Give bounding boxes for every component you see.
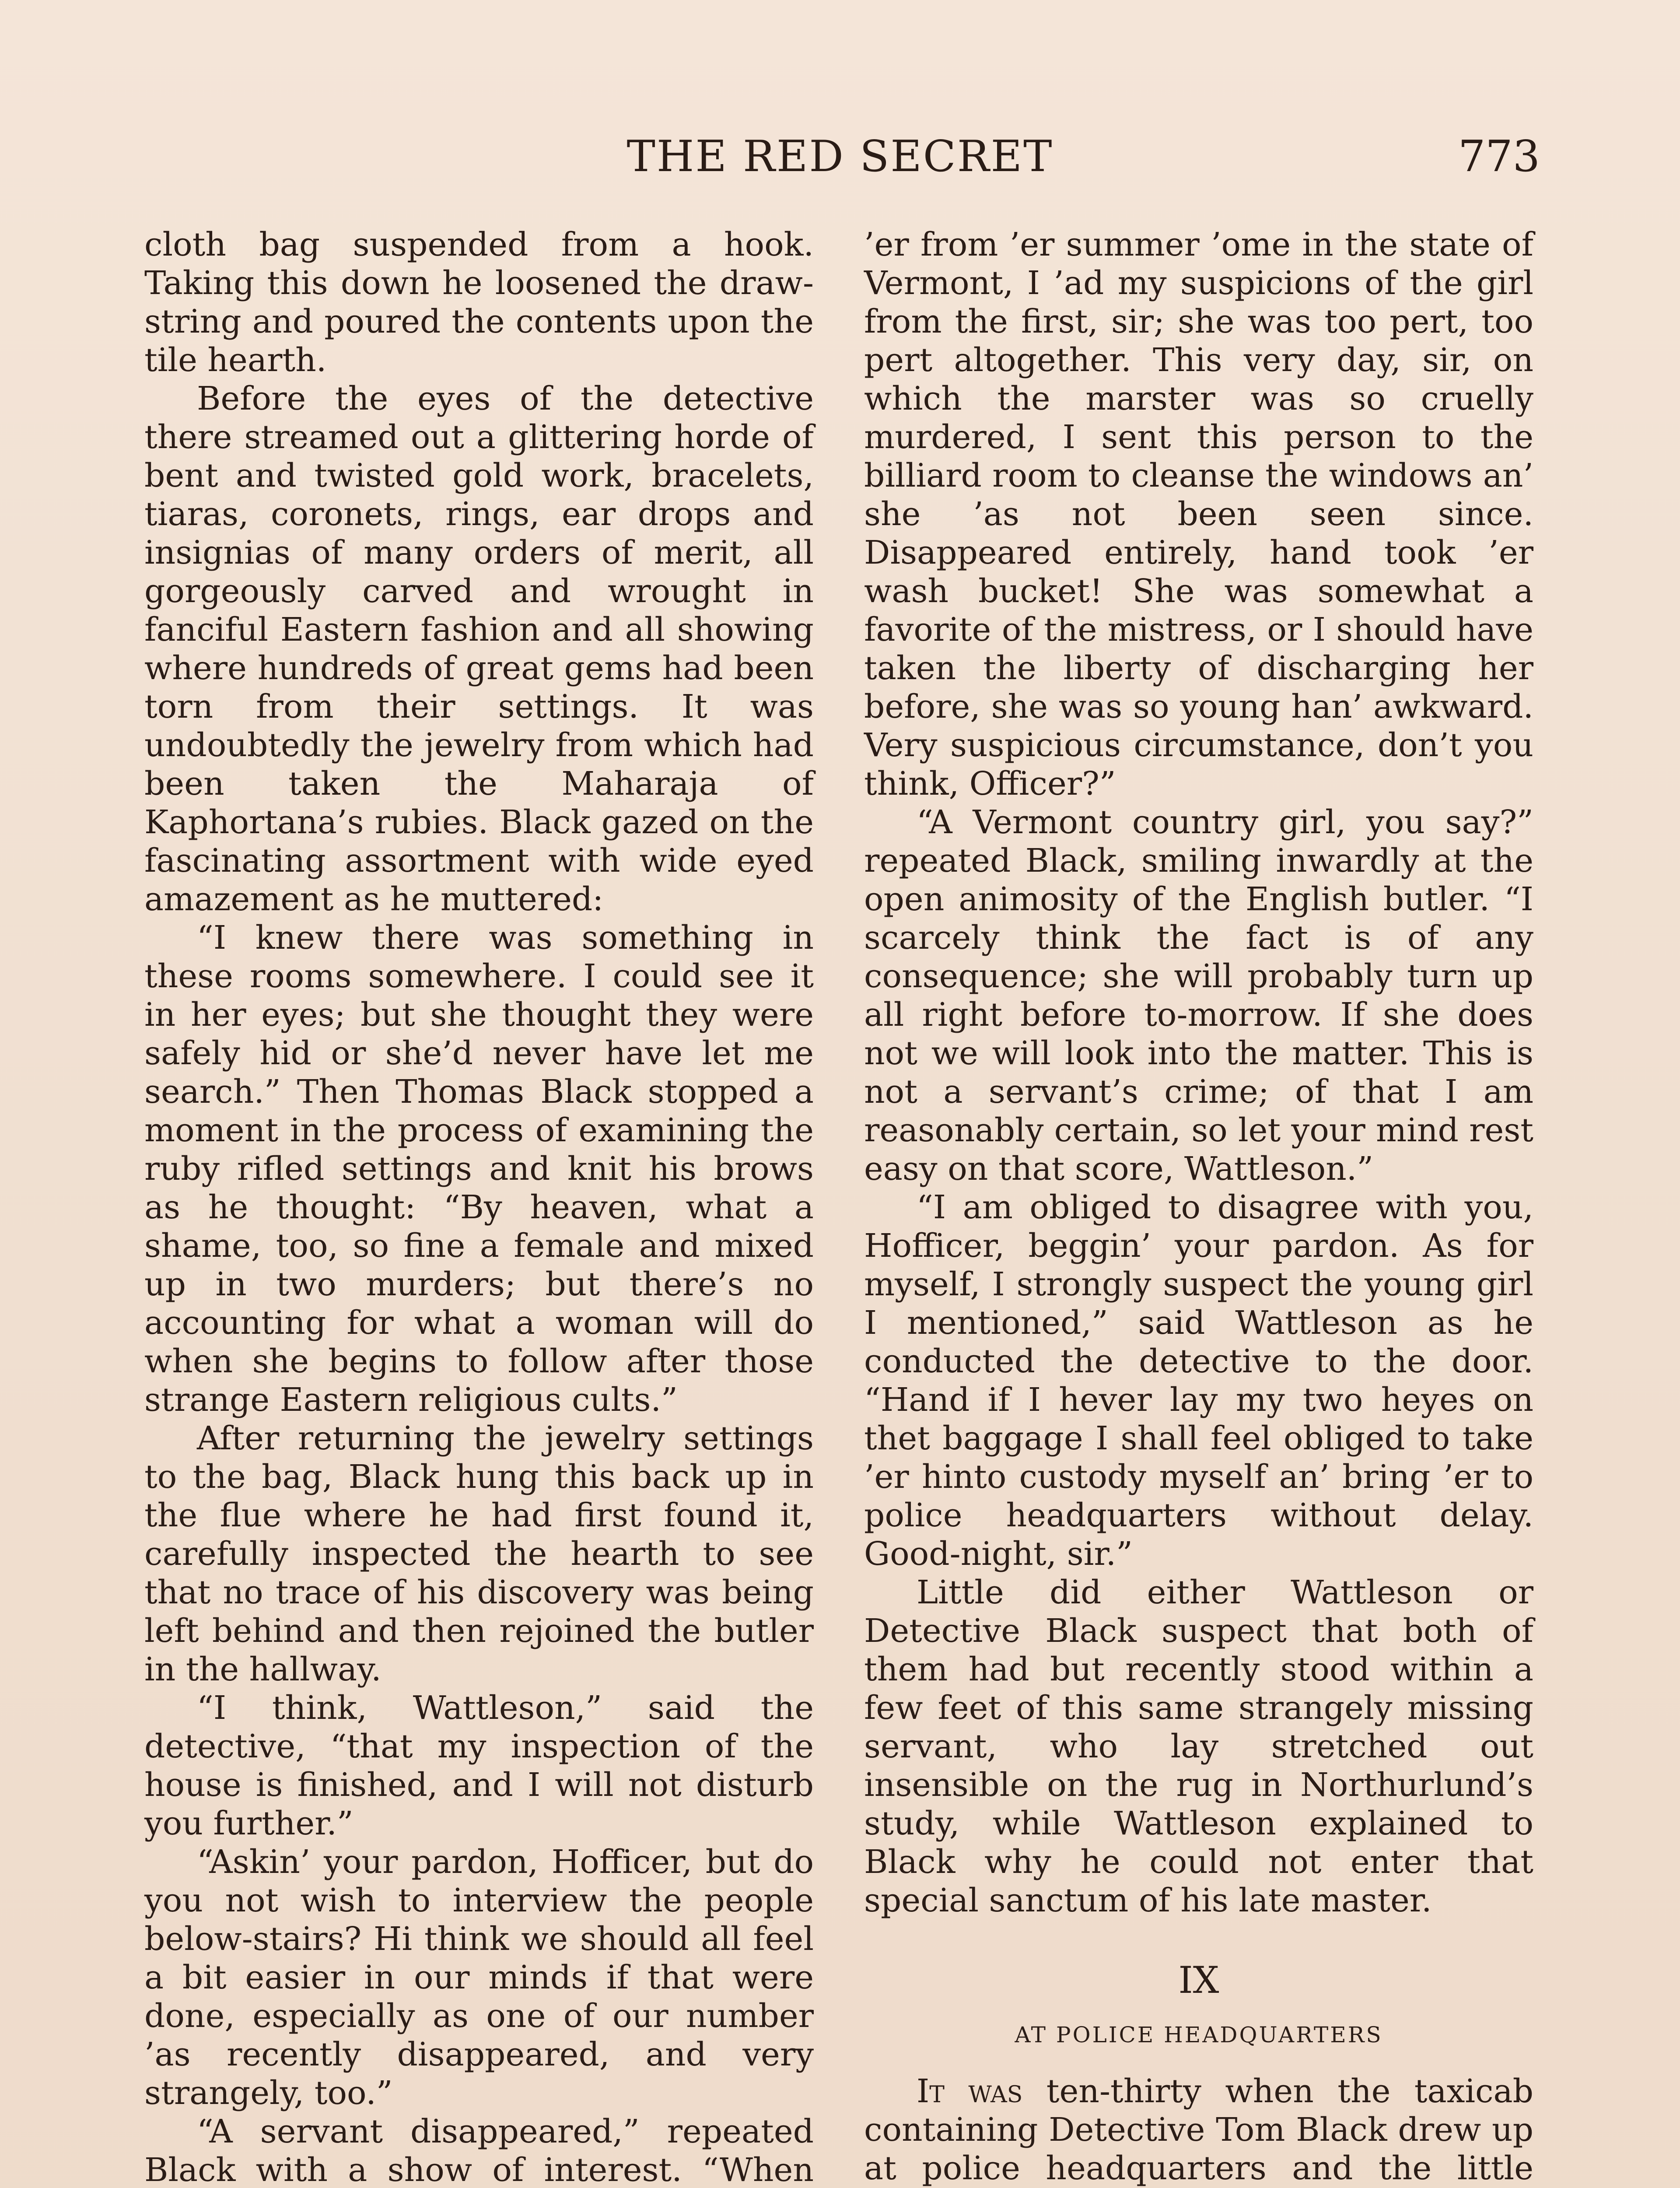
chapter-title: AT POLICE HEADQUARTERS (1015, 2022, 1383, 2048)
running-title: THE RED SECRET (626, 132, 1054, 182)
chapter-lead-in: It was (917, 2072, 1023, 2110)
page-number: 773 (1458, 132, 1540, 182)
page-header (140, 131, 1540, 193)
paragraph: “A Vermont country girl, you say?” repeated Black, smiling inwardly at the open animosity of the English butler. “I scarcely think the fact is of any consequence; she will probably turn up all right before to-morrow. If she does not we will look into the matter. This is not a servant’s crime; of that I am reasonably certain, so let your mind rest easy on that score, Wattleson.” (864, 803, 1533, 1188)
paragraph: After returning the jewelry settings to the bag, Black hung this back up in the flue where he had first found it, carefully inspected the hearth to see that no trace of his discovery was being left behind and then rejoined the butler in the hallway. (144, 1420, 814, 1688)
left-column (144, 225, 814, 2188)
paragraph: “I think, Wattleson,” said the detective, “that my inspection of the house is finished, and I will not disturb you further.” (144, 1689, 814, 1842)
right-column (864, 225, 1533, 2188)
paragraph: “I am obliged to disagree with you, Hofficer, beggin’ your pardon. As for myself, I strongly suspect the young girl I mentioned,” said Wattleson as he conducted the detective to the door. “Hand if I hever lay my two heyes on thet baggage I shall feel obliged to take ’er hinto custody myself an’ bring ’er to police headquarters without delay. Good-night, sir.” (864, 1189, 1533, 1573)
paragraph: cloth bag suspended from a hook. Taking this down he loosened the draw-string and poured the contents upon the tile hearth. (144, 226, 814, 379)
paragraph: Little did either Wattleson or Detective Black suspect that both of them had but recently stood within a few feet of this same strangely missing servant, who lay stretched out insensible on the rug in Northurlund’s study, while Wattleson explained to Black why he could not enter that special sanctum of his late master. (864, 1574, 1533, 1919)
chapter-number: IX (1178, 1959, 1219, 2002)
paragraph: “I knew there was something in these rooms somewhere. I could see it in her eyes; but she thought they were safely hid or she’d never have let me search.” Then Thomas Black stopped a moment in the process of examining the ruby rifled settings and knit his brows as he thought: “By heaven, what a shame, too, so fine a female and mixed up in two murders; but there’s no accounting for what a woman will do when she begins to follow after those strange Eastern religious cults.” (144, 919, 814, 1419)
paragraph: ’er from ’er summer ’ome in the state of Vermont, I ’ad my suspicions of the girl from the first, sir; she was too pert, too pert altogether. This very day, sir, on which the marster was so cruelly murdered, I sent this person to the billiard room to cleanse the windows an’ she ’as not been seen since. Disappeared entirely, hand took ’er wash bucket! She was somewhat a favorite of the mistress, or I should have taken the liberty of discharging her before, she was so young han’ awkward. Very suspicious circumstance, don’t you think, Officer?” (864, 226, 1533, 803)
chapter-paragraph-text: ten-thirty when the taxicab containing Detective Tom Black drew up at police headquarters and the little (864, 2072, 1533, 2187)
paragraph: “Askin’ your pardon, Hofficer, but do you not wish to interview the people below-stairs? Hi think we should all feel a bit easier in our minds if that were done, especially as one of our number ’as recently disappeared, and very strangely, too.” (144, 1843, 814, 2112)
paragraph: Before the eyes of the detective there streamed out a glittering horde of bent and twisted gold work, bracelets, tiaras, coronets, rings, ear drops and insignias of many orders of merit, all gorgeously carved and wrought in fanciful Eastern fashion and all showing where hundreds of great gems had been torn from their settings. It was undoubtedly the jewelry from which had been taken the Maharaja of Kaphortana’s rubies. Black gazed on the fascinating assortment with wide eyed amazement as he muttered: (144, 380, 814, 918)
paragraph: “A servant disappeared,” repeated Black with a show of interest. “When (144, 2113, 814, 2188)
chapter-opening-paragraph (864, 2072, 1533, 2188)
